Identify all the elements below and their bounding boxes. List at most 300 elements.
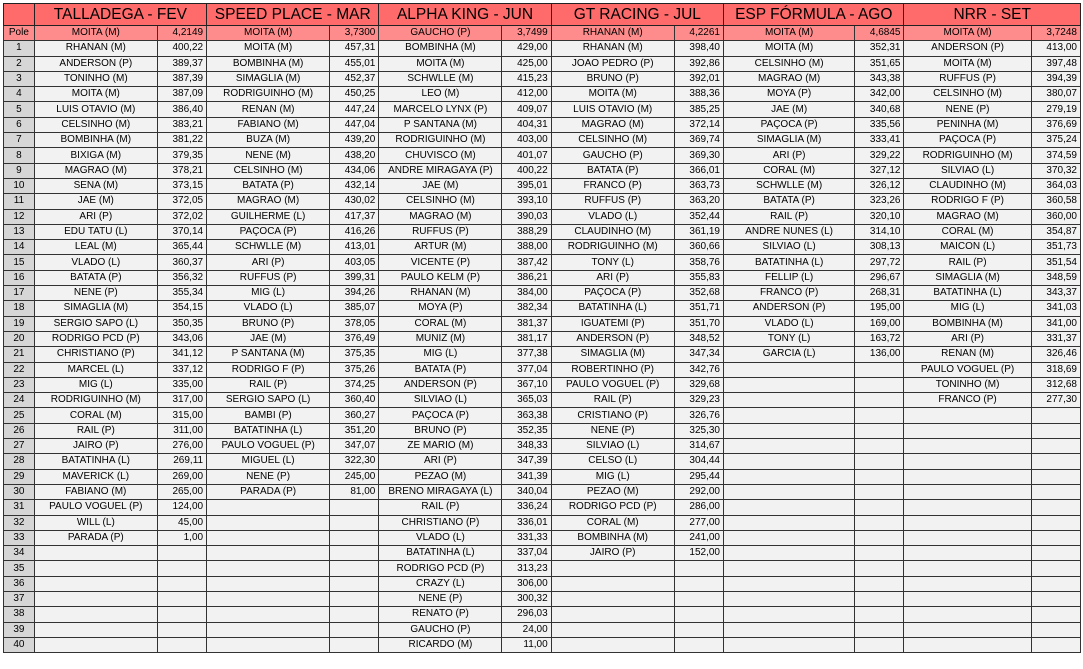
driver-name-cell[interactable]: FRANCO (P) bbox=[904, 393, 1031, 408]
driver-name-cell[interactable] bbox=[904, 561, 1031, 576]
driver-name-cell[interactable]: PAULO VOGUEL (P) bbox=[904, 362, 1031, 377]
driver-name-cell[interactable] bbox=[207, 561, 330, 576]
driver-name-cell[interactable]: PAULO KELM (P) bbox=[379, 270, 502, 285]
score-cell[interactable]: 387,09 bbox=[157, 87, 206, 102]
driver-name-cell[interactable]: RODRIGO PCD (P) bbox=[551, 500, 674, 515]
row-index[interactable]: 39 bbox=[4, 622, 35, 637]
driver-name-cell[interactable]: CHUVISCO (M) bbox=[379, 148, 502, 163]
score-cell[interactable]: 404,31 bbox=[502, 117, 551, 132]
driver-name-cell[interactable]: MAGRAO (M) bbox=[904, 209, 1031, 224]
score-cell[interactable]: 380,07 bbox=[1031, 87, 1080, 102]
driver-name-cell[interactable]: RHANAN (M) bbox=[379, 286, 502, 301]
score-cell[interactable]: 366,01 bbox=[674, 163, 723, 178]
driver-name-cell[interactable] bbox=[207, 622, 330, 637]
row-index[interactable]: 34 bbox=[4, 546, 35, 561]
score-cell[interactable] bbox=[157, 576, 206, 591]
score-cell[interactable]: 370,14 bbox=[157, 224, 206, 239]
corner-cell[interactable] bbox=[4, 4, 35, 26]
score-cell[interactable]: 152,00 bbox=[674, 546, 723, 561]
driver-name-cell[interactable] bbox=[723, 591, 854, 606]
driver-name-cell[interactable]: BATATINHA (L) bbox=[207, 423, 330, 438]
driver-name-cell[interactable] bbox=[904, 408, 1031, 423]
score-cell[interactable]: 11,00 bbox=[502, 637, 551, 652]
driver-name-cell[interactable]: MOITA (M) bbox=[904, 56, 1031, 71]
driver-name-cell[interactable]: PAÇOCA (P) bbox=[723, 117, 854, 132]
driver-name-cell[interactable]: PEZAO (M) bbox=[379, 469, 502, 484]
score-cell[interactable]: 372,14 bbox=[674, 117, 723, 132]
score-cell[interactable]: 241,00 bbox=[674, 530, 723, 545]
driver-name-cell[interactable]: BRUNO (P) bbox=[207, 316, 330, 331]
score-cell[interactable]: 360,27 bbox=[330, 408, 379, 423]
score-cell[interactable]: 355,34 bbox=[157, 286, 206, 301]
event-title-alpha-king-jun[interactable]: ALPHA KING - JUN bbox=[379, 4, 551, 26]
pole-name-cell[interactable]: MOITA (M) bbox=[723, 26, 854, 41]
driver-name-cell[interactable]: FRANCO (P) bbox=[723, 286, 854, 301]
driver-name-cell[interactable]: ARI (P) bbox=[379, 454, 502, 469]
score-cell[interactable]: 364,03 bbox=[1031, 178, 1080, 193]
driver-name-cell[interactable]: SIMAGLIA (M) bbox=[207, 71, 330, 86]
driver-name-cell[interactable]: PAÇOCA (P) bbox=[379, 408, 502, 423]
score-cell[interactable]: 348,52 bbox=[674, 331, 723, 346]
row-index[interactable]: 16 bbox=[4, 270, 35, 285]
pole-name-cell[interactable]: GAUCHO (P) bbox=[379, 26, 502, 41]
score-cell[interactable]: 358,76 bbox=[674, 255, 723, 270]
row-index[interactable]: 29 bbox=[4, 469, 35, 484]
score-cell[interactable]: 350,35 bbox=[157, 316, 206, 331]
score-cell[interactable]: 169,00 bbox=[855, 316, 904, 331]
driver-name-cell[interactable]: RAIL (P) bbox=[379, 500, 502, 515]
driver-name-cell[interactable] bbox=[904, 622, 1031, 637]
score-cell[interactable] bbox=[674, 637, 723, 652]
score-cell[interactable]: 354,87 bbox=[1031, 224, 1080, 239]
score-cell[interactable]: 277,30 bbox=[1031, 393, 1080, 408]
driver-name-cell[interactable]: RUFFUS (P) bbox=[551, 194, 674, 209]
driver-name-cell[interactable]: CRISTIANO (P) bbox=[551, 408, 674, 423]
score-cell[interactable]: 360,66 bbox=[674, 240, 723, 255]
score-cell[interactable]: 136,00 bbox=[855, 347, 904, 362]
driver-name-cell[interactable] bbox=[551, 637, 674, 652]
score-cell[interactable]: 381,17 bbox=[502, 331, 551, 346]
score-cell[interactable]: 388,36 bbox=[674, 87, 723, 102]
score-cell[interactable]: 355,83 bbox=[674, 270, 723, 285]
driver-name-cell[interactable]: BOMBINHA (M) bbox=[34, 133, 157, 148]
driver-name-cell[interactable]: PAULO VOGUEL (P) bbox=[34, 500, 157, 515]
score-cell[interactable]: 342,00 bbox=[855, 87, 904, 102]
driver-name-cell[interactable]: MIG (L) bbox=[904, 301, 1031, 316]
row-index[interactable]: 33 bbox=[4, 530, 35, 545]
driver-name-cell[interactable] bbox=[723, 408, 854, 423]
pole-label[interactable]: Pole bbox=[4, 26, 35, 41]
score-cell[interactable] bbox=[1031, 500, 1080, 515]
score-cell[interactable]: 363,38 bbox=[502, 408, 551, 423]
driver-name-cell[interactable]: BATATINHA (L) bbox=[723, 255, 854, 270]
driver-name-cell[interactable]: SERGIO SAPO (L) bbox=[207, 393, 330, 408]
score-cell[interactable] bbox=[1031, 546, 1080, 561]
score-cell[interactable]: 415,23 bbox=[502, 71, 551, 86]
score-cell[interactable]: 351,73 bbox=[1031, 240, 1080, 255]
score-cell[interactable] bbox=[674, 622, 723, 637]
driver-name-cell[interactable]: BATATINHA (L) bbox=[379, 546, 502, 561]
row-index[interactable]: 10 bbox=[4, 178, 35, 193]
driver-name-cell[interactable] bbox=[723, 637, 854, 652]
score-cell[interactable] bbox=[330, 622, 379, 637]
row-index[interactable]: 18 bbox=[4, 301, 35, 316]
pole-time-cell[interactable]: 3,7499 bbox=[502, 26, 551, 41]
score-cell[interactable]: 438,20 bbox=[330, 148, 379, 163]
driver-name-cell[interactable] bbox=[723, 484, 854, 499]
score-cell[interactable]: 388,00 bbox=[502, 240, 551, 255]
driver-name-cell[interactable]: JAE (M) bbox=[207, 331, 330, 346]
score-cell[interactable]: 457,31 bbox=[330, 41, 379, 56]
score-cell[interactable]: 314,10 bbox=[855, 224, 904, 239]
score-cell[interactable]: 327,12 bbox=[855, 163, 904, 178]
row-index[interactable]: 6 bbox=[4, 117, 35, 132]
score-cell[interactable] bbox=[855, 454, 904, 469]
pole-name-cell[interactable]: MOITA (M) bbox=[904, 26, 1031, 41]
driver-name-cell[interactable]: P SANTANA (M) bbox=[207, 347, 330, 362]
driver-name-cell[interactable] bbox=[551, 561, 674, 576]
pole-time-cell[interactable]: 3,7248 bbox=[1031, 26, 1080, 41]
driver-name-cell[interactable]: MAGRAO (M) bbox=[551, 117, 674, 132]
score-cell[interactable]: 347,34 bbox=[674, 347, 723, 362]
score-cell[interactable]: 365,03 bbox=[502, 393, 551, 408]
row-index[interactable]: 15 bbox=[4, 255, 35, 270]
score-cell[interactable]: 329,23 bbox=[674, 393, 723, 408]
score-cell[interactable]: 343,38 bbox=[855, 71, 904, 86]
driver-name-cell[interactable]: FABIANO (M) bbox=[207, 117, 330, 132]
driver-name-cell[interactable]: BOMBINHA (M) bbox=[551, 530, 674, 545]
score-cell[interactable] bbox=[157, 607, 206, 622]
score-cell[interactable]: 400,22 bbox=[502, 163, 551, 178]
score-cell[interactable]: 297,72 bbox=[855, 255, 904, 270]
score-cell[interactable]: 286,00 bbox=[674, 500, 723, 515]
driver-name-cell[interactable]: MAGRAO (M) bbox=[723, 71, 854, 86]
driver-name-cell[interactable]: MOITA (M) bbox=[551, 87, 674, 102]
driver-name-cell[interactable]: MUNIZ (M) bbox=[379, 331, 502, 346]
score-cell[interactable]: 360,58 bbox=[1031, 194, 1080, 209]
row-index[interactable]: 21 bbox=[4, 347, 35, 362]
driver-name-cell[interactable]: PARADA (P) bbox=[34, 530, 157, 545]
score-cell[interactable]: 397,48 bbox=[1031, 56, 1080, 71]
driver-name-cell[interactable]: NENE (P) bbox=[34, 286, 157, 301]
score-cell[interactable]: 386,21 bbox=[502, 270, 551, 285]
score-cell[interactable]: 341,03 bbox=[1031, 301, 1080, 316]
score-cell[interactable]: 337,12 bbox=[157, 362, 206, 377]
driver-name-cell[interactable]: RODRIGUINHO (M) bbox=[207, 87, 330, 102]
score-cell[interactable]: 348,33 bbox=[502, 439, 551, 454]
score-cell[interactable]: 378,05 bbox=[330, 316, 379, 331]
driver-name-cell[interactable]: ARTUR (M) bbox=[379, 240, 502, 255]
score-cell[interactable]: 369,30 bbox=[674, 148, 723, 163]
score-cell[interactable]: 403,00 bbox=[502, 133, 551, 148]
score-cell[interactable]: 385,07 bbox=[330, 301, 379, 316]
score-cell[interactable]: 292,00 bbox=[674, 484, 723, 499]
driver-name-cell[interactable]: SILVIAO (L) bbox=[723, 240, 854, 255]
driver-name-cell[interactable]: RAIL (P) bbox=[34, 423, 157, 438]
score-cell[interactable]: 376,69 bbox=[1031, 117, 1080, 132]
score-cell[interactable]: 378,21 bbox=[157, 163, 206, 178]
score-cell[interactable] bbox=[855, 393, 904, 408]
score-cell[interactable]: 412,00 bbox=[502, 87, 551, 102]
driver-name-cell[interactable] bbox=[723, 362, 854, 377]
driver-name-cell[interactable] bbox=[34, 591, 157, 606]
driver-name-cell[interactable] bbox=[34, 607, 157, 622]
pole-name-cell[interactable]: MOITA (M) bbox=[34, 26, 157, 41]
score-cell[interactable]: 365,44 bbox=[157, 240, 206, 255]
driver-name-cell[interactable] bbox=[34, 546, 157, 561]
score-cell[interactable]: 372,05 bbox=[157, 194, 206, 209]
score-cell[interactable]: 269,11 bbox=[157, 454, 206, 469]
score-cell[interactable]: 395,01 bbox=[502, 178, 551, 193]
score-cell[interactable]: 300,32 bbox=[502, 591, 551, 606]
score-cell[interactable]: 195,00 bbox=[855, 301, 904, 316]
score-cell[interactable]: 314,67 bbox=[674, 439, 723, 454]
driver-name-cell[interactable]: BRENO MIRAGAYA (L) bbox=[379, 484, 502, 499]
driver-name-cell[interactable]: GAUCHO (P) bbox=[379, 622, 502, 637]
driver-name-cell[interactable]: CORAL (M) bbox=[723, 163, 854, 178]
score-cell[interactable]: 385,25 bbox=[674, 102, 723, 117]
score-cell[interactable]: 340,04 bbox=[502, 484, 551, 499]
score-cell[interactable] bbox=[1031, 607, 1080, 622]
score-cell[interactable]: 354,15 bbox=[157, 301, 206, 316]
driver-name-cell[interactable] bbox=[207, 637, 330, 652]
score-cell[interactable]: 367,10 bbox=[502, 377, 551, 392]
score-cell[interactable] bbox=[157, 622, 206, 637]
score-cell[interactable]: 325,30 bbox=[674, 423, 723, 438]
row-index[interactable]: 22 bbox=[4, 362, 35, 377]
score-cell[interactable]: 377,04 bbox=[502, 362, 551, 377]
driver-name-cell[interactable] bbox=[723, 423, 854, 438]
score-cell[interactable] bbox=[855, 561, 904, 576]
driver-name-cell[interactable] bbox=[207, 530, 330, 545]
driver-name-cell[interactable]: LUIS OTAVIO (M) bbox=[551, 102, 674, 117]
row-index[interactable]: 17 bbox=[4, 286, 35, 301]
driver-name-cell[interactable]: CELSINHO (M) bbox=[379, 194, 502, 209]
driver-name-cell[interactable] bbox=[207, 591, 330, 606]
driver-name-cell[interactable]: TONINHO (M) bbox=[34, 71, 157, 86]
driver-name-cell[interactable]: BATATA (P) bbox=[34, 270, 157, 285]
score-cell[interactable] bbox=[1031, 408, 1080, 423]
score-cell[interactable] bbox=[674, 561, 723, 576]
driver-name-cell[interactable]: RAIL (P) bbox=[551, 393, 674, 408]
score-cell[interactable]: 341,00 bbox=[1031, 316, 1080, 331]
driver-name-cell[interactable] bbox=[723, 454, 854, 469]
driver-name-cell[interactable]: PAÇOCA (P) bbox=[551, 286, 674, 301]
score-cell[interactable]: 375,24 bbox=[1031, 133, 1080, 148]
driver-name-cell[interactable]: MOITA (M) bbox=[723, 41, 854, 56]
driver-name-cell[interactable]: JAIRO (P) bbox=[551, 546, 674, 561]
score-cell[interactable] bbox=[330, 561, 379, 576]
score-cell[interactable] bbox=[855, 576, 904, 591]
driver-name-cell[interactable] bbox=[34, 637, 157, 652]
driver-name-cell[interactable] bbox=[904, 469, 1031, 484]
driver-name-cell[interactable]: SIMAGLIA (M) bbox=[551, 347, 674, 362]
driver-name-cell[interactable]: SERGIO SAPO (L) bbox=[34, 316, 157, 331]
score-cell[interactable]: 375,35 bbox=[330, 347, 379, 362]
score-cell[interactable]: 351,70 bbox=[674, 316, 723, 331]
driver-name-cell[interactable]: ANDERSON (P) bbox=[904, 41, 1031, 56]
driver-name-cell[interactable] bbox=[723, 546, 854, 561]
score-cell[interactable]: 360,40 bbox=[330, 393, 379, 408]
driver-name-cell[interactable]: MOYA (P) bbox=[723, 87, 854, 102]
driver-name-cell[interactable]: NENE (P) bbox=[904, 102, 1031, 117]
score-cell[interactable] bbox=[1031, 530, 1080, 545]
score-cell[interactable]: 269,00 bbox=[157, 469, 206, 484]
driver-name-cell[interactable]: SILVIAO (L) bbox=[551, 439, 674, 454]
driver-name-cell[interactable]: RENATO (P) bbox=[379, 607, 502, 622]
score-cell[interactable]: 393,10 bbox=[502, 194, 551, 209]
pole-time-cell[interactable]: 4,6845 bbox=[855, 26, 904, 41]
row-index[interactable]: 9 bbox=[4, 163, 35, 178]
score-cell[interactable] bbox=[855, 515, 904, 530]
score-cell[interactable] bbox=[1031, 439, 1080, 454]
driver-name-cell[interactable] bbox=[723, 622, 854, 637]
score-cell[interactable] bbox=[330, 576, 379, 591]
score-cell[interactable] bbox=[855, 439, 904, 454]
row-index[interactable]: 32 bbox=[4, 515, 35, 530]
driver-name-cell[interactable]: VLADO (L) bbox=[34, 255, 157, 270]
score-cell[interactable]: 279,19 bbox=[1031, 102, 1080, 117]
driver-name-cell[interactable]: TONINHO (M) bbox=[904, 377, 1031, 392]
score-cell[interactable]: 409,07 bbox=[502, 102, 551, 117]
row-index[interactable]: 36 bbox=[4, 576, 35, 591]
driver-name-cell[interactable]: NENE (P) bbox=[551, 423, 674, 438]
row-index[interactable]: 38 bbox=[4, 607, 35, 622]
score-cell[interactable]: 276,00 bbox=[157, 439, 206, 454]
driver-name-cell[interactable]: NENE (P) bbox=[207, 469, 330, 484]
driver-name-cell[interactable]: PEZAO (M) bbox=[551, 484, 674, 499]
score-cell[interactable]: 455,01 bbox=[330, 56, 379, 71]
score-cell[interactable] bbox=[1031, 469, 1080, 484]
driver-name-cell[interactable]: CELSINHO (M) bbox=[904, 87, 1031, 102]
score-cell[interactable] bbox=[1031, 637, 1080, 652]
row-index[interactable]: 4 bbox=[4, 87, 35, 102]
driver-name-cell[interactable] bbox=[904, 423, 1031, 438]
driver-name-cell[interactable]: LUIS OTAVIO (M) bbox=[34, 102, 157, 117]
score-cell[interactable]: 124,00 bbox=[157, 500, 206, 515]
pole-name-cell[interactable]: MOITA (M) bbox=[207, 26, 330, 41]
driver-name-cell[interactable]: CORAL (M) bbox=[551, 515, 674, 530]
driver-name-cell[interactable]: MOITA (M) bbox=[379, 56, 502, 71]
score-cell[interactable]: 447,24 bbox=[330, 102, 379, 117]
score-cell[interactable]: 333,41 bbox=[855, 133, 904, 148]
score-cell[interactable]: 323,26 bbox=[855, 194, 904, 209]
driver-name-cell[interactable]: RODRIGO PCD (P) bbox=[379, 561, 502, 576]
driver-name-cell[interactable]: BIXIGA (M) bbox=[34, 148, 157, 163]
driver-name-cell[interactable]: BATATINHA (L) bbox=[34, 454, 157, 469]
row-index[interactable]: 25 bbox=[4, 408, 35, 423]
score-cell[interactable] bbox=[855, 591, 904, 606]
score-cell[interactable] bbox=[1031, 454, 1080, 469]
event-title-speed-place-mar[interactable]: SPEED PLACE - MAR bbox=[207, 4, 379, 26]
score-cell[interactable]: 343,37 bbox=[1031, 286, 1080, 301]
score-cell[interactable]: 401,07 bbox=[502, 148, 551, 163]
driver-name-cell[interactable]: CELSINHO (M) bbox=[34, 117, 157, 132]
driver-name-cell[interactable]: SIMAGLIA (M) bbox=[34, 301, 157, 316]
score-cell[interactable]: 351,65 bbox=[855, 56, 904, 71]
score-cell[interactable]: 394,39 bbox=[1031, 71, 1080, 86]
driver-name-cell[interactable]: PAULO VOGUEL (P) bbox=[207, 439, 330, 454]
score-cell[interactable]: 425,00 bbox=[502, 56, 551, 71]
score-cell[interactable]: 313,23 bbox=[502, 561, 551, 576]
row-index[interactable]: 13 bbox=[4, 224, 35, 239]
driver-name-cell[interactable]: CELSO (L) bbox=[551, 454, 674, 469]
driver-name-cell[interactable] bbox=[904, 607, 1031, 622]
driver-name-cell[interactable]: LEO (M) bbox=[379, 87, 502, 102]
driver-name-cell[interactable] bbox=[207, 546, 330, 561]
score-cell[interactable] bbox=[855, 377, 904, 392]
driver-name-cell[interactable]: BRUNO (P) bbox=[551, 71, 674, 86]
score-cell[interactable] bbox=[855, 408, 904, 423]
driver-name-cell[interactable]: ANDERSON (P) bbox=[723, 301, 854, 316]
driver-name-cell[interactable]: MAGRAO (M) bbox=[207, 194, 330, 209]
driver-name-cell[interactable]: ANDERSON (P) bbox=[34, 56, 157, 71]
score-cell[interactable]: 351,71 bbox=[674, 301, 723, 316]
row-index[interactable]: 31 bbox=[4, 500, 35, 515]
score-cell[interactable]: 308,13 bbox=[855, 240, 904, 255]
score-cell[interactable] bbox=[674, 591, 723, 606]
score-cell[interactable]: 335,00 bbox=[157, 377, 206, 392]
score-cell[interactable]: 382,34 bbox=[502, 301, 551, 316]
driver-name-cell[interactable] bbox=[723, 469, 854, 484]
pole-time-cell[interactable]: 4,2149 bbox=[157, 26, 206, 41]
score-cell[interactable] bbox=[1031, 515, 1080, 530]
score-cell[interactable]: 452,37 bbox=[330, 71, 379, 86]
driver-name-cell[interactable]: CHRISTIANO (P) bbox=[34, 347, 157, 362]
score-cell[interactable] bbox=[330, 500, 379, 515]
event-title-esp-formula-ago[interactable]: ESP FÓRMULA - AGO bbox=[723, 4, 904, 26]
score-cell[interactable]: 337,04 bbox=[502, 546, 551, 561]
score-cell[interactable]: 306,00 bbox=[502, 576, 551, 591]
score-cell[interactable]: 360,00 bbox=[1031, 209, 1080, 224]
driver-name-cell[interactable]: BATATA (P) bbox=[207, 178, 330, 193]
driver-name-cell[interactable]: CRAZY (L) bbox=[379, 576, 502, 591]
driver-name-cell[interactable] bbox=[723, 500, 854, 515]
driver-name-cell[interactable]: MAGRAO (M) bbox=[34, 163, 157, 178]
row-index[interactable]: 5 bbox=[4, 102, 35, 117]
score-cell[interactable]: 374,59 bbox=[1031, 148, 1080, 163]
score-cell[interactable]: 336,01 bbox=[502, 515, 551, 530]
score-cell[interactable]: 265,00 bbox=[157, 484, 206, 499]
driver-name-cell[interactable]: BUZA (M) bbox=[207, 133, 330, 148]
driver-name-cell[interactable]: NENE (M) bbox=[207, 148, 330, 163]
driver-name-cell[interactable]: PAULO VOGUEL (P) bbox=[551, 377, 674, 392]
driver-name-cell[interactable]: BOMBINHA (M) bbox=[379, 41, 502, 56]
driver-name-cell[interactable]: CORAL (M) bbox=[34, 408, 157, 423]
driver-name-cell[interactable]: CLAUDINHO (M) bbox=[904, 178, 1031, 193]
driver-name-cell[interactable]: ANDERSON (P) bbox=[379, 377, 502, 392]
score-cell[interactable]: 320,10 bbox=[855, 209, 904, 224]
driver-name-cell[interactable]: MIG (L) bbox=[379, 347, 502, 362]
row-index[interactable]: 35 bbox=[4, 561, 35, 576]
score-cell[interactable]: 317,00 bbox=[157, 393, 206, 408]
driver-name-cell[interactable]: CELSINHO (M) bbox=[551, 133, 674, 148]
score-cell[interactable] bbox=[330, 515, 379, 530]
driver-name-cell[interactable]: ROBERTINHO (P) bbox=[551, 362, 674, 377]
score-cell[interactable]: 341,12 bbox=[157, 347, 206, 362]
score-cell[interactable]: 311,00 bbox=[157, 423, 206, 438]
driver-name-cell[interactable]: ZE MARIO (M) bbox=[379, 439, 502, 454]
row-index[interactable]: 14 bbox=[4, 240, 35, 255]
driver-name-cell[interactable]: TONY (L) bbox=[723, 331, 854, 346]
driver-name-cell[interactable]: SENA (M) bbox=[34, 178, 157, 193]
score-cell[interactable]: 370,32 bbox=[1031, 163, 1080, 178]
score-cell[interactable] bbox=[1031, 576, 1080, 591]
driver-name-cell[interactable]: BATATINHA (L) bbox=[904, 286, 1031, 301]
score-cell[interactable]: 430,02 bbox=[330, 194, 379, 209]
score-cell[interactable]: 400,22 bbox=[157, 41, 206, 56]
score-cell[interactable]: 432,14 bbox=[330, 178, 379, 193]
